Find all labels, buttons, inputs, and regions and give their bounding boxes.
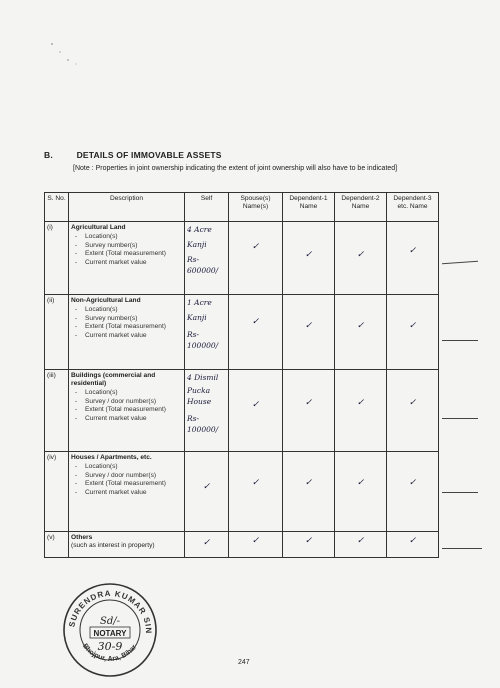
header-spouse: Spouse(s) Name(s) <box>229 193 283 222</box>
spouse-mark: ✓ <box>229 222 283 295</box>
dependent-1-mark: ✓ <box>283 452 335 532</box>
row-category: Others <box>71 534 93 541</box>
margin-line <box>442 261 478 265</box>
margin-line <box>442 492 478 493</box>
row-sno: (ii) <box>45 295 69 370</box>
row-description <box>69 222 185 295</box>
list-item: - Location(s) <box>71 306 182 315</box>
section-letter: B. <box>44 150 53 160</box>
row-subtext: (such as interest in property) <box>71 542 155 549</box>
row-description <box>69 532 185 558</box>
handwritten-entry: 4 Acre <box>187 225 212 234</box>
stamp-center-text: NOTARY <box>93 629 127 638</box>
dependent-2-mark: ✓ <box>335 532 387 558</box>
list-item: - Survey number(s) <box>71 315 182 324</box>
list-item: - Extent (Total measurement) <box>71 323 182 332</box>
table-row <box>45 295 439 370</box>
list-item: - Current market value <box>71 332 182 341</box>
header-dependent-2: Dependent-2 Name <box>335 193 387 222</box>
list-item: - Extent (Total measurement) <box>71 406 182 415</box>
row-description <box>69 452 185 532</box>
section-note: [Note : Properties in joint ownership indicating the extent of joint ownership will also have to be indicated] <box>73 165 398 172</box>
margin-line <box>442 340 478 341</box>
row-description <box>69 295 185 370</box>
list-item: - Survey / door number(s) <box>71 472 182 481</box>
spouse-mark: ✓ <box>229 295 283 370</box>
dependent-3-mark: ✓ <box>387 222 439 295</box>
list-item: - Current market value <box>71 489 182 498</box>
handwritten-entry: 1 Acre <box>187 298 212 307</box>
section-title: DETAILS OF IMMOVABLE ASSETS <box>76 150 222 160</box>
row-sno: (v) <box>45 532 69 558</box>
header-dependent-1: Dependent-1 Name <box>283 193 335 222</box>
stamp-ring-text: SURENDRA KUMAR SIN <box>67 588 154 635</box>
table-row <box>45 452 439 532</box>
margin-line <box>442 418 478 419</box>
self-mark: ✓ <box>185 452 229 532</box>
scan-specks <box>48 38 88 83</box>
stamp-initials: Sd/- <box>100 616 120 627</box>
immovable-assets-table <box>44 192 439 558</box>
dependent-3-mark: ✓ <box>387 370 439 452</box>
list-item: - Extent (Total measurement) <box>71 480 182 489</box>
handwritten-entry: Rs- 100000/ <box>187 330 219 350</box>
margin-line <box>442 548 482 549</box>
list-item: - Current market value <box>71 415 182 424</box>
row-category: Buildings (commercial and residential) <box>71 372 156 387</box>
row-sno: (i) <box>45 222 69 295</box>
list-item: - Location(s) <box>71 233 182 242</box>
dependent-1-mark: ✓ <box>283 295 335 370</box>
dependent-1-mark: ✓ <box>283 222 335 295</box>
table-header-row <box>45 193 439 222</box>
dependent-3-mark: ✓ <box>387 295 439 370</box>
self-cell <box>185 295 229 370</box>
list-item: - Extent (Total measurement) <box>71 250 182 259</box>
dependent-2-mark: ✓ <box>335 370 387 452</box>
handwritten-entry: Kanji <box>187 240 207 249</box>
table-row <box>45 370 439 452</box>
table-row <box>45 222 439 295</box>
section-heading <box>44 150 222 160</box>
dependent-3-mark: ✓ <box>387 452 439 532</box>
dependent-2-mark: ✓ <box>335 452 387 532</box>
notary-stamp <box>60 580 160 680</box>
handwritten-entry: 4 Dismil <box>187 373 219 382</box>
stamp-date: 30-9 <box>97 640 123 653</box>
page-number: 247 <box>238 659 250 666</box>
self-cell <box>185 222 229 295</box>
row-category: Non-Agricultural Land <box>71 297 141 304</box>
self-cell <box>185 370 229 452</box>
self-mark: ✓ <box>185 532 229 558</box>
dependent-1-mark: ✓ <box>283 370 335 452</box>
dependent-2-mark: ✓ <box>335 295 387 370</box>
table-row <box>45 532 439 558</box>
list-item: - Location(s) <box>71 463 182 472</box>
header-description: Description <box>69 193 185 222</box>
spouse-mark: ✓ <box>229 452 283 532</box>
header-dependent-3: Dependent-3 etc. Name <box>387 193 439 222</box>
row-description <box>69 370 185 452</box>
spouse-mark: ✓ <box>229 532 283 558</box>
list-item: - Survey number(s) <box>71 242 182 251</box>
stamp-lower-text: Bhojpur, Ara, Bihar <box>81 642 139 663</box>
header-sno: S. No. <box>45 193 69 222</box>
handwritten-entry: Kanji <box>187 313 207 322</box>
handwritten-entry: Rs- 600000/ <box>187 255 219 275</box>
row-sno: (iv) <box>45 452 69 532</box>
list-item: - Current market value <box>71 259 182 268</box>
header-self: Self <box>185 193 229 222</box>
dependent-3-mark: ✓ <box>387 532 439 558</box>
row-sno: (iii) <box>45 370 69 452</box>
handwritten-entry: Pucka House <box>187 386 212 406</box>
row-category: Agricultural Land <box>71 224 126 231</box>
list-item: - Survey / door number(s) <box>71 398 182 407</box>
dependent-1-mark: ✓ <box>283 532 335 558</box>
handwritten-entry: Rs- 100000/ <box>187 414 219 434</box>
spouse-mark: ✓ <box>229 370 283 452</box>
row-category: Houses / Apartments, etc. <box>71 454 152 461</box>
dependent-2-mark: ✓ <box>335 222 387 295</box>
list-item: - Location(s) <box>71 389 182 398</box>
